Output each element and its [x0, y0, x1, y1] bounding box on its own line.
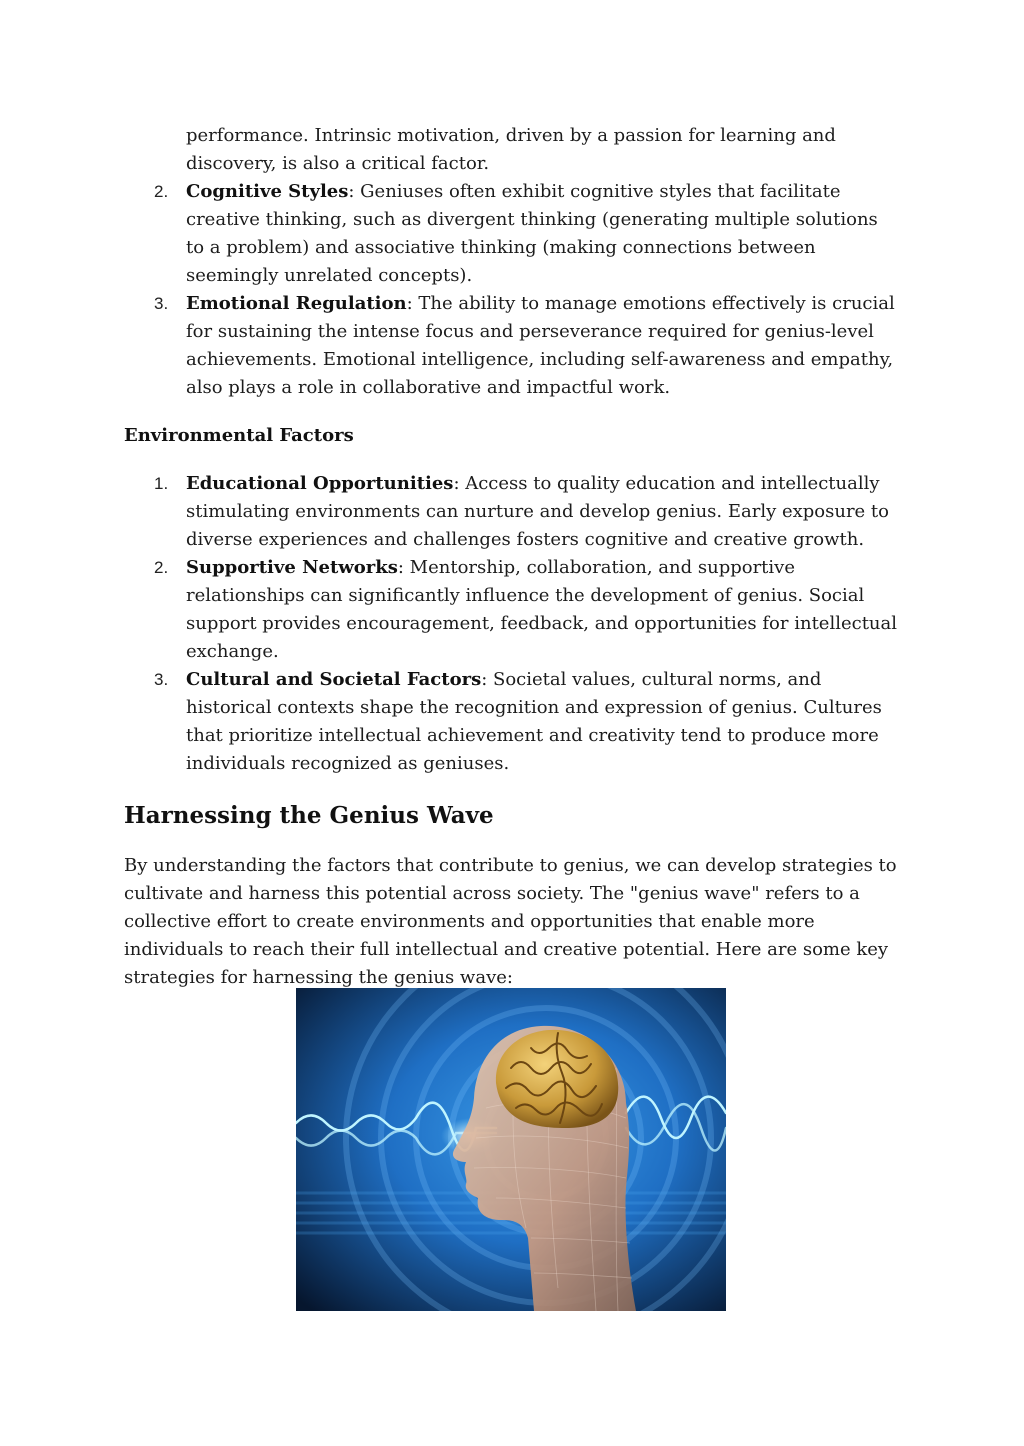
list-item-text: : Societal values, cultural norms, and historical contexts shape the recognition and expression of genius. Cultures that prioritize intellectual achievement and creativity tend to produce more individuals recognized as geniuses.: [186, 669, 882, 774]
list-item-supportive-networks: [124, 554, 900, 666]
list-item-text: : Access to quality education and intellectually stimulating environments can nurture and develop genius. Early exposure to diverse experiences and challenges fosters cognitive and creative growth.: [186, 473, 890, 550]
section-heading: Harnessing the Genius Wave: [124, 802, 494, 829]
list-item-emotional-regulation: [124, 290, 900, 402]
list-item-cognitive-styles: [124, 178, 900, 290]
list-number: 2.: [154, 182, 169, 201]
list-item-text: : Geniuses often exhibit cognitive styles that facilitate creative thinking, such as divergent thinking (generating multiple solutions to a problem) and associative thinking (making connections between seemingly unrelated concepts).: [186, 181, 878, 286]
list-item-cultural-societal-factors: [124, 666, 900, 778]
list-number: 2.: [154, 558, 169, 577]
environmental-factors-list: [124, 470, 900, 778]
document-page: [124, 122, 900, 992]
list-item-educational-opportunities: [124, 470, 900, 554]
brain-wave-image: [296, 988, 726, 1311]
list-item-term: Emotional Regulation: [186, 293, 407, 314]
list-item-continuation: performance. Intrinsic motivation, driven by a passion for learning and discovery, is also a critical factor.: [186, 125, 836, 174]
list-item-term: Cultural and Societal Factors: [186, 669, 482, 690]
list-number: 1.: [154, 474, 169, 493]
list-number: 3.: [154, 294, 169, 313]
environmental-factors-heading: Environmental Factors: [124, 425, 354, 446]
list-item-term: Cognitive Styles: [186, 181, 349, 202]
list-item-term: Educational Opportunities: [186, 473, 454, 494]
list-item-text: : Mentorship, collaboration, and supportive relationships can significantly influence the development of genius. Social support provides encouragement, feedback, and opportunities for intellectual exchange.: [186, 557, 898, 662]
list-item-text: : The ability to manage emotions effectively is crucial for sustaining the intense focus and perseverance required for genius-level achievements. Emotional intelligence, including self-awareness and empathy, also plays a role in collaborative and impactful work.: [186, 293, 895, 398]
list-number: 3.: [154, 670, 169, 689]
list-item-term: Supportive Networks: [186, 557, 398, 578]
brain-wave-illustration: [296, 988, 726, 1311]
section-paragraph: By understanding the factors that contribute to genius, we can develop strategies to cultivate and harness this potential across society. The "genius wave" refers to a collective effort to create environments and opportunities that enable more individuals to reach their full intellectual and creative potential. Here are some key strategies for harnessing the genius wave:: [124, 855, 897, 988]
psychological-factors-list: [124, 178, 900, 402]
